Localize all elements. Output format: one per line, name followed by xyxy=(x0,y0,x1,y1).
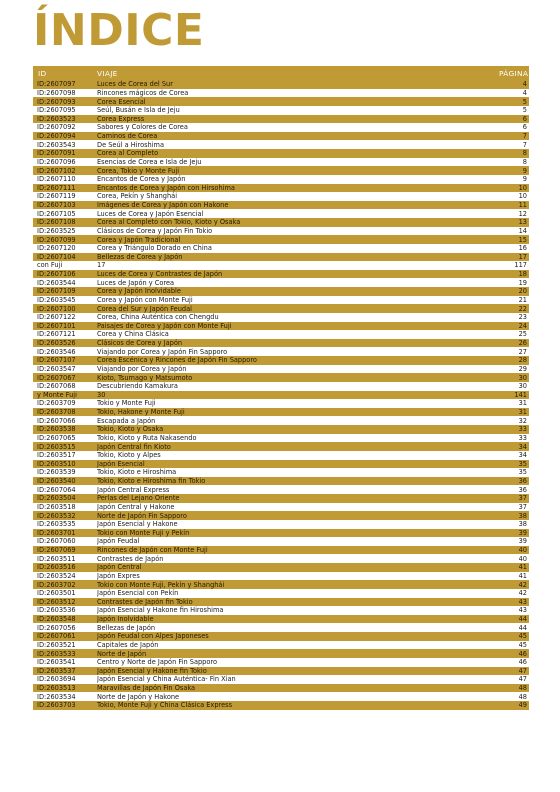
row-id: ID:2607122 xyxy=(37,313,76,322)
row-id: ID:2607056 xyxy=(37,623,76,632)
row-pagina: 47 xyxy=(518,675,527,684)
row-id: ID:2607094 xyxy=(37,132,76,141)
table-row xyxy=(33,149,529,158)
index-table xyxy=(33,66,529,710)
table-row xyxy=(33,296,529,305)
table-row xyxy=(33,235,529,244)
row-pagina: 7 xyxy=(522,132,527,141)
row-viaje: Caminos de Corea xyxy=(97,132,158,141)
row-pagina: 40 xyxy=(518,554,527,563)
row-pagina: 42 xyxy=(518,589,527,598)
table-row xyxy=(33,80,529,89)
row-id: ID:2603708 xyxy=(37,408,76,417)
row-viaje: Tokio, Kioto e Hiroshima xyxy=(97,468,177,477)
row-viaje: Corea y Japón con Monte Fuji xyxy=(97,295,193,304)
row-id: ID:2607093 xyxy=(37,97,76,106)
row-id: ID:2607105 xyxy=(37,209,76,218)
row-pagina: 22 xyxy=(518,304,527,313)
row-id: ID:2603539 xyxy=(37,468,76,477)
row-id: ID:2603545 xyxy=(37,295,76,304)
row-id: ID:2607104 xyxy=(37,252,76,261)
table-row xyxy=(33,563,529,572)
table-row xyxy=(33,701,529,710)
row-pagina: 34 xyxy=(518,442,527,451)
table-row xyxy=(33,416,529,425)
table-row xyxy=(33,692,529,701)
row-pagina: 40 xyxy=(518,546,527,555)
table-row xyxy=(33,658,529,667)
row-pagina: 4 xyxy=(522,88,527,97)
row-viaje: Tokio, Kioto y Osaka xyxy=(97,425,164,434)
table-row xyxy=(33,373,529,382)
row-pagina: 33 xyxy=(518,425,527,434)
row-pagina: 26 xyxy=(518,339,527,348)
row-id: ID:2603547 xyxy=(37,364,76,373)
row-pagina: 35 xyxy=(518,459,527,468)
row-pagina: 38 xyxy=(518,511,527,520)
row-pagina: 33 xyxy=(518,433,527,442)
row-pagina: 48 xyxy=(518,684,527,693)
row-viaje: Clásicos de Corea y Japón xyxy=(97,339,183,348)
table-row xyxy=(33,623,529,632)
row-id: ID:2603532 xyxy=(37,511,76,520)
row-viaje: Corea Express xyxy=(97,114,145,123)
row-viaje: Descubriendo Kamakura xyxy=(97,382,178,391)
row-pagina: 36 xyxy=(518,477,527,486)
row-id: y Monte Fuji xyxy=(37,390,77,399)
row-pagina: 48 xyxy=(518,692,527,701)
row-id: ID:2603512 xyxy=(37,597,76,606)
row-viaje: Rincones de Japón con Monte Fuji xyxy=(97,546,208,555)
table-row xyxy=(33,244,529,253)
row-id: ID:2603513 xyxy=(37,684,76,693)
row-viaje: Japón Esencial y Hakone fin Hiroshima xyxy=(97,606,224,615)
row-id: ID:2603538 xyxy=(37,425,76,434)
row-viaje: Japón Esencial y China Auténtica- Fin Xian xyxy=(97,675,236,684)
row-id: ID:2603501 xyxy=(37,589,76,598)
table-row xyxy=(33,667,529,676)
row-id: ID:2603535 xyxy=(37,520,76,529)
row-id: ID:2603516 xyxy=(37,563,76,572)
row-viaje: Tokio con Monte Fuji, Pekín y Shanghái xyxy=(97,580,225,589)
row-pagina: 43 xyxy=(518,597,527,606)
table-row xyxy=(33,554,529,563)
table-row xyxy=(33,451,529,460)
table-row xyxy=(33,399,529,408)
row-viaje: Tokio, Monte Fuji y China Clásica Express xyxy=(97,701,233,710)
row-id: ID:2603543 xyxy=(37,140,76,149)
row-pagina: 5 xyxy=(522,106,527,115)
row-viaje: Sabores y Colores de Corea xyxy=(97,123,188,132)
table-row xyxy=(33,529,529,538)
row-pagina: 17 xyxy=(518,252,527,261)
row-viaje: Bellezas de Corea y Japón xyxy=(97,252,183,261)
row-viaje: Esencias de Corea e Isla de Jeju xyxy=(97,157,202,166)
table-row xyxy=(33,140,529,149)
row-pagina: 24 xyxy=(518,321,527,330)
row-id: ID:2603702 xyxy=(37,580,76,589)
row-id: ID:2603523 xyxy=(37,114,76,123)
row-id: ID:2603546 xyxy=(37,347,76,356)
row-id: ID:2603544 xyxy=(37,278,76,287)
row-pagina: 8 xyxy=(522,157,527,166)
table-row xyxy=(33,132,529,141)
table-row xyxy=(33,158,529,167)
table-row xyxy=(33,546,529,555)
row-viaje: Japón Feudal xyxy=(97,537,140,546)
row-id: ID:2607098 xyxy=(37,88,76,97)
row-viaje: Japón Central xyxy=(97,563,142,572)
table-row xyxy=(33,89,529,98)
row-id: con Fuji xyxy=(37,261,63,270)
row-pagina: 41 xyxy=(518,563,527,572)
row-viaje: Capitales de Japón xyxy=(97,640,159,649)
row-viaje: Corea al Completo con Tokio, Kioto y Osaka xyxy=(97,218,241,227)
row-pagina: 5 xyxy=(522,97,527,106)
row-id: ID:2603548 xyxy=(37,615,76,624)
row-pagina: 18 xyxy=(518,270,527,279)
table-header xyxy=(33,66,529,80)
row-pagina: 47 xyxy=(518,666,527,675)
row-pagina: 9 xyxy=(522,166,527,175)
row-pagina: 41 xyxy=(518,571,527,580)
row-viaje: Seúl, Busán e Isla de Jeju xyxy=(97,106,180,115)
row-pagina: 13 xyxy=(518,218,527,227)
row-id: ID:2603524 xyxy=(37,571,76,580)
table-row xyxy=(33,460,529,469)
row-pagina: 141 xyxy=(514,390,527,399)
row-id: ID:2603526 xyxy=(37,339,76,348)
row-viaje: Japón Esencial xyxy=(97,459,145,468)
table-row xyxy=(33,106,529,115)
table-row xyxy=(33,166,529,175)
row-pagina: 46 xyxy=(518,649,527,658)
row-viaje: Norte de Japón y Hakone xyxy=(97,692,180,701)
table-row xyxy=(33,227,529,236)
table-body xyxy=(33,80,529,710)
table-row xyxy=(33,261,529,270)
table-row xyxy=(33,632,529,641)
table-row xyxy=(33,184,529,193)
row-viaje: Corea, Tokio y Monte Fuji xyxy=(97,166,180,175)
row-pagina: 11 xyxy=(518,201,527,210)
table-row xyxy=(33,520,529,529)
row-viaje: Japón Feudal con Alpes Japoneses xyxy=(97,632,209,641)
row-viaje: Tokio, Kioto e Hiroshima fin Tokio xyxy=(97,477,206,486)
row-viaje: Corea al Completo xyxy=(97,149,159,158)
row-id: ID:2603533 xyxy=(37,649,76,658)
row-pagina: 10 xyxy=(518,192,527,201)
table-row xyxy=(33,675,529,684)
row-viaje: Escapada a Japón xyxy=(97,416,156,425)
row-id: ID:2607110 xyxy=(37,175,76,184)
row-pagina: 30 xyxy=(518,373,527,382)
row-viaje: De Seúl a Hiroshima xyxy=(97,140,165,149)
table-row xyxy=(33,494,529,503)
row-pagina: 9 xyxy=(522,175,527,184)
table-row xyxy=(33,468,529,477)
row-pagina: 31 xyxy=(518,408,527,417)
row-viaje: Corea del Sur y Japón Feudal xyxy=(97,304,192,313)
row-pagina: 14 xyxy=(518,226,527,235)
row-pagina: 12 xyxy=(518,209,527,218)
row-viaje: Corea y Japón Inolvidable xyxy=(97,287,181,296)
row-pagina: 45 xyxy=(518,640,527,649)
row-pagina: 23 xyxy=(518,313,527,322)
row-pagina: 6 xyxy=(522,114,527,123)
row-id: ID:2603540 xyxy=(37,477,76,486)
row-pagina: 43 xyxy=(518,606,527,615)
row-viaje: Clásicos de Corea y Japón Fin Tokio xyxy=(97,226,213,235)
row-pagina: 44 xyxy=(518,615,527,624)
table-row xyxy=(33,391,529,400)
table-row xyxy=(33,598,529,607)
row-viaje: Corea Escénica y Rincones de Japón Fin Sapporo xyxy=(97,356,257,365)
row-id: ID:2607109 xyxy=(37,287,76,296)
table-row xyxy=(33,425,529,434)
row-id: ID:2607091 xyxy=(37,149,76,158)
row-viaje: Tokio, Kioto y Alpes xyxy=(97,451,161,460)
table-row xyxy=(33,572,529,581)
row-id: ID:2603515 xyxy=(37,442,76,451)
row-pagina: 35 xyxy=(518,468,527,477)
row-viaje: Maravillas de Japón Fin Osaka xyxy=(97,684,196,693)
table-row xyxy=(33,270,529,279)
row-id: ID:2607106 xyxy=(37,270,76,279)
table-row xyxy=(33,580,529,589)
row-id: ID:2607069 xyxy=(37,546,76,555)
row-id: ID:2607107 xyxy=(37,356,76,365)
row-id: ID:2603521 xyxy=(37,640,76,649)
table-row xyxy=(33,97,529,106)
table-row xyxy=(33,408,529,417)
row-id: ID:2607061 xyxy=(37,632,76,641)
table-row xyxy=(33,115,529,124)
row-pagina: 34 xyxy=(518,451,527,460)
row-id: ID:2603525 xyxy=(37,226,76,235)
row-viaje: Perlas del Lejano Oriente xyxy=(97,494,180,503)
row-id: ID:2607096 xyxy=(37,157,76,166)
row-viaje: Encantos de Corea y Japón xyxy=(97,175,186,184)
table-row xyxy=(33,537,529,546)
row-pagina: 39 xyxy=(518,528,527,537)
row-id: ID:2603541 xyxy=(37,658,76,667)
row-viaje: Japón Expres xyxy=(97,571,140,580)
header-viaje: VIAJE xyxy=(97,68,118,78)
row-viaje: Kioto, Tsumago y Matsumoto xyxy=(97,373,193,382)
row-pagina: 7 xyxy=(522,140,527,149)
row-id: ID:2607095 xyxy=(37,106,76,115)
row-id: ID:2607111 xyxy=(37,183,76,192)
row-pagina: 117 xyxy=(514,261,527,270)
row-pagina: 49 xyxy=(518,701,527,710)
row-id: ID:2607121 xyxy=(37,330,76,339)
row-id: ID:2603517 xyxy=(37,451,76,460)
row-id: ID:2607097 xyxy=(37,80,76,89)
row-id: ID:2607120 xyxy=(37,244,76,253)
row-id: ID:2607101 xyxy=(37,321,76,330)
table-row xyxy=(33,442,529,451)
row-viaje: 30 xyxy=(97,390,106,399)
table-row xyxy=(33,477,529,486)
table-row xyxy=(33,253,529,262)
row-id: ID:2607067 xyxy=(37,373,76,382)
table-row xyxy=(33,330,529,339)
row-pagina: 42 xyxy=(518,580,527,589)
table-row xyxy=(33,589,529,598)
row-pagina: 36 xyxy=(518,485,527,494)
row-viaje: Japón Esencial y Hakone xyxy=(97,520,178,529)
row-pagina: 39 xyxy=(518,537,527,546)
row-viaje: Paisajes de Corea y Japón con Monte Fuji xyxy=(97,321,232,330)
row-pagina: 10 xyxy=(518,183,527,192)
row-pagina: 37 xyxy=(518,494,527,503)
table-row xyxy=(33,382,529,391)
row-id: ID:2603537 xyxy=(37,666,76,675)
row-pagina: 16 xyxy=(518,244,527,253)
table-row xyxy=(33,641,529,650)
row-id: ID:2603701 xyxy=(37,528,76,537)
row-viaje: Tokio con Monte Fuji y Pekín xyxy=(97,528,190,537)
row-id: ID:2603511 xyxy=(37,554,76,563)
table-row xyxy=(33,209,529,218)
row-pagina: 30 xyxy=(518,382,527,391)
row-viaje: Contrastes de Japón fin Tokio xyxy=(97,597,193,606)
header-id: ID xyxy=(38,68,47,78)
row-viaje: Centro y Norte de Japón Fin Sapporo xyxy=(97,658,218,667)
row-id: ID:2607103 xyxy=(37,201,76,210)
row-id: ID:2607092 xyxy=(37,123,76,132)
row-id: ID:2607100 xyxy=(37,304,76,313)
row-id: ID:2607108 xyxy=(37,218,76,227)
row-viaje: Japón Central fin Kioto xyxy=(97,442,171,451)
row-viaje: Tokio, Kioto y Ruta Nakasendo xyxy=(97,433,197,442)
row-viaje: Luces de Corea del Sur xyxy=(97,80,173,89)
row-pagina: 45 xyxy=(518,632,527,641)
table-row xyxy=(33,434,529,443)
row-viaje: Corea Esencial xyxy=(97,97,146,106)
row-id: ID:2603534 xyxy=(37,692,76,701)
row-pagina: 31 xyxy=(518,399,527,408)
row-id: ID:2603709 xyxy=(37,399,76,408)
row-viaje: Corea, China Auténtica con Chengdu xyxy=(97,313,219,322)
row-pagina: 8 xyxy=(522,149,527,158)
row-id: ID:2607066 xyxy=(37,416,76,425)
row-pagina: 15 xyxy=(518,235,527,244)
row-viaje: Rincones mágicos de Corea xyxy=(97,88,189,97)
row-pagina: 20 xyxy=(518,287,527,296)
row-viaje: Tokio, Hakone y Monte Fuji xyxy=(97,408,185,417)
table-row xyxy=(33,339,529,348)
row-pagina: 37 xyxy=(518,502,527,511)
table-row xyxy=(33,175,529,184)
row-pagina: 4 xyxy=(522,80,527,89)
table-row xyxy=(33,304,529,313)
row-id: ID:2603694 xyxy=(37,675,76,684)
row-viaje: 17 xyxy=(97,261,106,270)
row-id: ID:2607068 xyxy=(37,382,76,391)
row-pagina: 28 xyxy=(518,356,527,365)
row-viaje: Norte de Japón xyxy=(97,649,147,658)
row-pagina: 6 xyxy=(522,123,527,132)
table-row xyxy=(33,322,529,331)
table-row xyxy=(33,615,529,624)
row-id: ID:2603510 xyxy=(37,459,76,468)
table-row xyxy=(33,356,529,365)
row-id: ID:2603504 xyxy=(37,494,76,503)
row-pagina: 32 xyxy=(518,416,527,425)
row-id: ID:2607099 xyxy=(37,235,76,244)
row-viaje: Japón Esencial y Hakone fin Tokio xyxy=(97,666,207,675)
table-row xyxy=(33,365,529,374)
row-viaje: Japón Central y Hakone xyxy=(97,502,175,511)
row-viaje: Corea y Triángulo Dorado en China xyxy=(97,244,212,253)
table-row xyxy=(33,313,529,322)
table-row xyxy=(33,347,529,356)
row-viaje: Japón Inolvidable xyxy=(97,615,154,624)
row-viaje: Luces de Japón y Corea xyxy=(97,278,175,287)
table-row xyxy=(33,503,529,512)
row-viaje: Viajando por Corea y Japón xyxy=(97,364,187,373)
row-id: ID:2607065 xyxy=(37,433,76,442)
row-viaje: Encantos de Corea y Japón con Hirsohima xyxy=(97,183,235,192)
row-viaje: Japón Central Express xyxy=(97,485,170,494)
table-row xyxy=(33,511,529,520)
row-id: ID:2607119 xyxy=(37,192,76,201)
row-pagina: 46 xyxy=(518,658,527,667)
row-viaje: Japón Esencial con Pekín xyxy=(97,589,179,598)
table-row xyxy=(33,192,529,201)
header-pagina: PÁGINA xyxy=(499,68,529,78)
table-row xyxy=(33,485,529,494)
row-pagina: 25 xyxy=(518,330,527,339)
row-id: ID:2603536 xyxy=(37,606,76,615)
page-title: ÍNDICE xyxy=(33,5,205,56)
table-row xyxy=(33,606,529,615)
row-viaje: Tokio y Monte Fuji xyxy=(97,399,156,408)
row-id: ID:2603703 xyxy=(37,701,76,710)
row-pagina: 44 xyxy=(518,623,527,632)
row-pagina: 38 xyxy=(518,520,527,529)
table-row xyxy=(33,287,529,296)
table-row xyxy=(33,649,529,658)
row-pagina: 21 xyxy=(518,295,527,304)
row-viaje: Corea, Pekín y Shanghái xyxy=(97,192,178,201)
row-viaje: Imágenes de Corea y Japón con Hakone xyxy=(97,201,229,210)
row-viaje: Corea y China Clásica xyxy=(97,330,169,339)
table-row xyxy=(33,278,529,287)
table-row xyxy=(33,123,529,132)
row-pagina: 29 xyxy=(518,364,527,373)
row-viaje: Norte de Japón Fin Sapporo xyxy=(97,511,187,520)
row-viaje: Contrastes de Japón xyxy=(97,554,164,563)
row-id: ID:2607064 xyxy=(37,485,76,494)
table-row xyxy=(33,218,529,227)
row-viaje: Luces de Corea y Japón Esencial xyxy=(97,209,204,218)
row-id: ID:2603518 xyxy=(37,502,76,511)
table-row xyxy=(33,201,529,210)
row-pagina: 27 xyxy=(518,347,527,356)
row-viaje: Bellezas de Japón xyxy=(97,623,156,632)
row-id: ID:2607060 xyxy=(37,537,76,546)
row-viaje: Viajando por Corea y Japón Fin Sapporo xyxy=(97,347,228,356)
row-pagina: 19 xyxy=(518,278,527,287)
table-row xyxy=(33,684,529,693)
row-viaje: Luces de Corea y Contrastes de Japón xyxy=(97,270,223,279)
row-id: ID:2607102 xyxy=(37,166,76,175)
row-viaje: Corea y Japón Tradicional xyxy=(97,235,181,244)
